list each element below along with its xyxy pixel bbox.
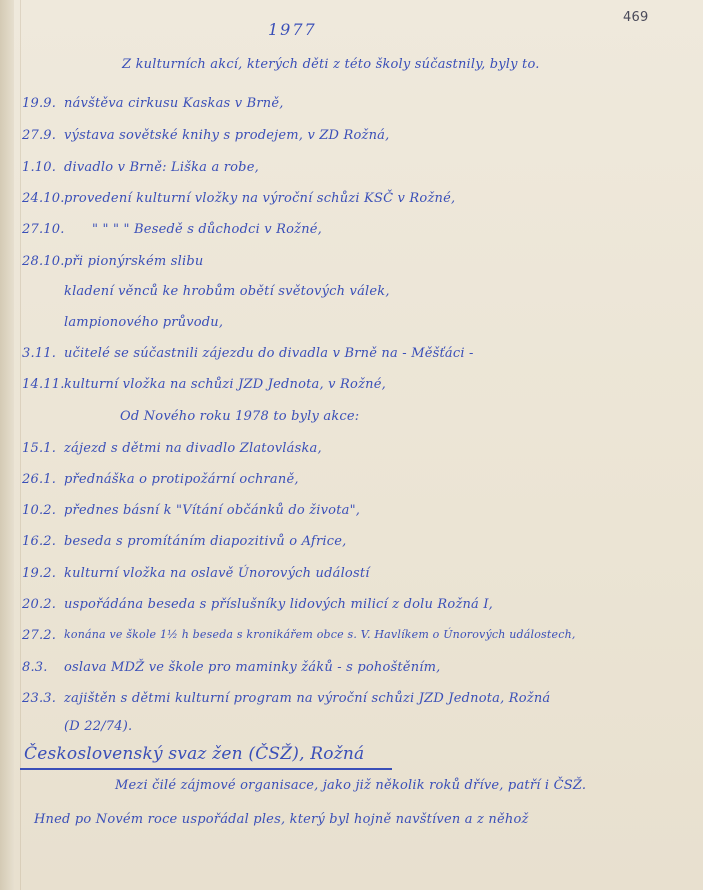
entry-date: 19.9. — [22, 96, 57, 111]
entry-text: divadlo v Brně: Liška a robe, — [64, 160, 259, 175]
entry-text: uspořádána beseda s příslušníky lidových milicí z dolu Rožná I, — [64, 597, 494, 612]
entry-date: 24.10. — [22, 191, 65, 206]
entry-text: kulturní vložka na oslavě Únorových událostí — [64, 566, 370, 581]
entry-text: beseda s promítáním diapozitivů o Africe, — [64, 534, 347, 549]
entry-text: provedení kulturní vložky na výroční schůzi KSČ v Rožné, — [64, 191, 456, 206]
intro-line: Z kulturních akcí, kterých děti z této školy súčastnily, byly to. — [122, 57, 540, 72]
paragraph-line: Mezi čilé zájmové organisace, jako již několik roků dříve, patří i ČSŽ. — [115, 778, 587, 793]
entry-date: 20.2. — [22, 597, 57, 612]
page-number: 469 — [623, 10, 649, 25]
entry-text: učitelé se súčastnili zájezdu do divadla v Brně na - Měšťáci - — [64, 346, 474, 361]
entry-date: 27.9. — [22, 128, 57, 143]
entry-text: (D 22/74). — [64, 719, 133, 734]
entry-text: při pionýrském slibu — [64, 254, 204, 269]
section-heading-1978: Od Nového roku 1978 to byly akce: — [120, 409, 360, 424]
entry-text: návštěva cirkusu Kaskas v Brně, — [64, 96, 284, 111]
margin-line — [20, 0, 21, 890]
entry-date: 10.2. — [22, 503, 57, 518]
entry-date: 28.10. — [22, 254, 65, 269]
entry-date: 1.10. — [22, 160, 57, 175]
entry-date: 19.2. — [22, 566, 57, 581]
entry-text: kulturní vložka na schůzi JZD Jednota, v Rožné, — [64, 377, 386, 392]
entry-text: zájezd s dětmi na divadlo Zlatovláska, — [64, 441, 322, 456]
entry-date: 14.11. — [22, 377, 65, 392]
entry-date: 27.2. — [22, 628, 57, 643]
page-binding-edge — [0, 0, 14, 890]
entry-text: přednáška o protipožární ochraně, — [64, 472, 299, 487]
entry-text: výstava sovětské knihy s prodejem, v ZD Rožná, — [64, 128, 390, 143]
entry-date: 27.10. — [22, 222, 65, 237]
entry-text: přednes básní k "Vítání občánků do života", — [64, 503, 361, 518]
section-title-underline — [20, 768, 392, 770]
paragraph-line: Hned po Novém roce uspořádal ples, který byl hojně navštíven a z něhož — [34, 812, 529, 827]
entry-text: oslava MDŽ ve škole pro maminky žáků - s pohoštěním, — [64, 660, 441, 675]
entry-date: 26.1. — [22, 472, 57, 487]
entry-text: " " " " Besedě s důchodci v Rožné, — [92, 222, 323, 237]
entry-date: 16.2. — [22, 534, 57, 549]
entry-text: zajištěn s dětmi kulturní program na výroční schůzi JZD Jednota, Rožná — [64, 691, 551, 706]
entry-date: 15.1. — [22, 441, 57, 456]
year-heading: 1977 — [268, 20, 317, 39]
entry-text: kladení věnců ke hrobům obětí světových válek, — [64, 284, 390, 299]
section-title-csz: Československý svaz žen (ČSŽ), Rožná — [24, 744, 365, 764]
entry-date: 8.3. — [22, 660, 48, 675]
entry-date: 23.3. — [22, 691, 57, 706]
entry-date: 3.11. — [22, 346, 57, 361]
entry-text: konána ve škole 1½ h beseda s kronikářem obce s. V. Havlíkem o Únorových událostech, — [64, 628, 576, 641]
entry-text: lampionového průvodu, — [64, 315, 224, 330]
